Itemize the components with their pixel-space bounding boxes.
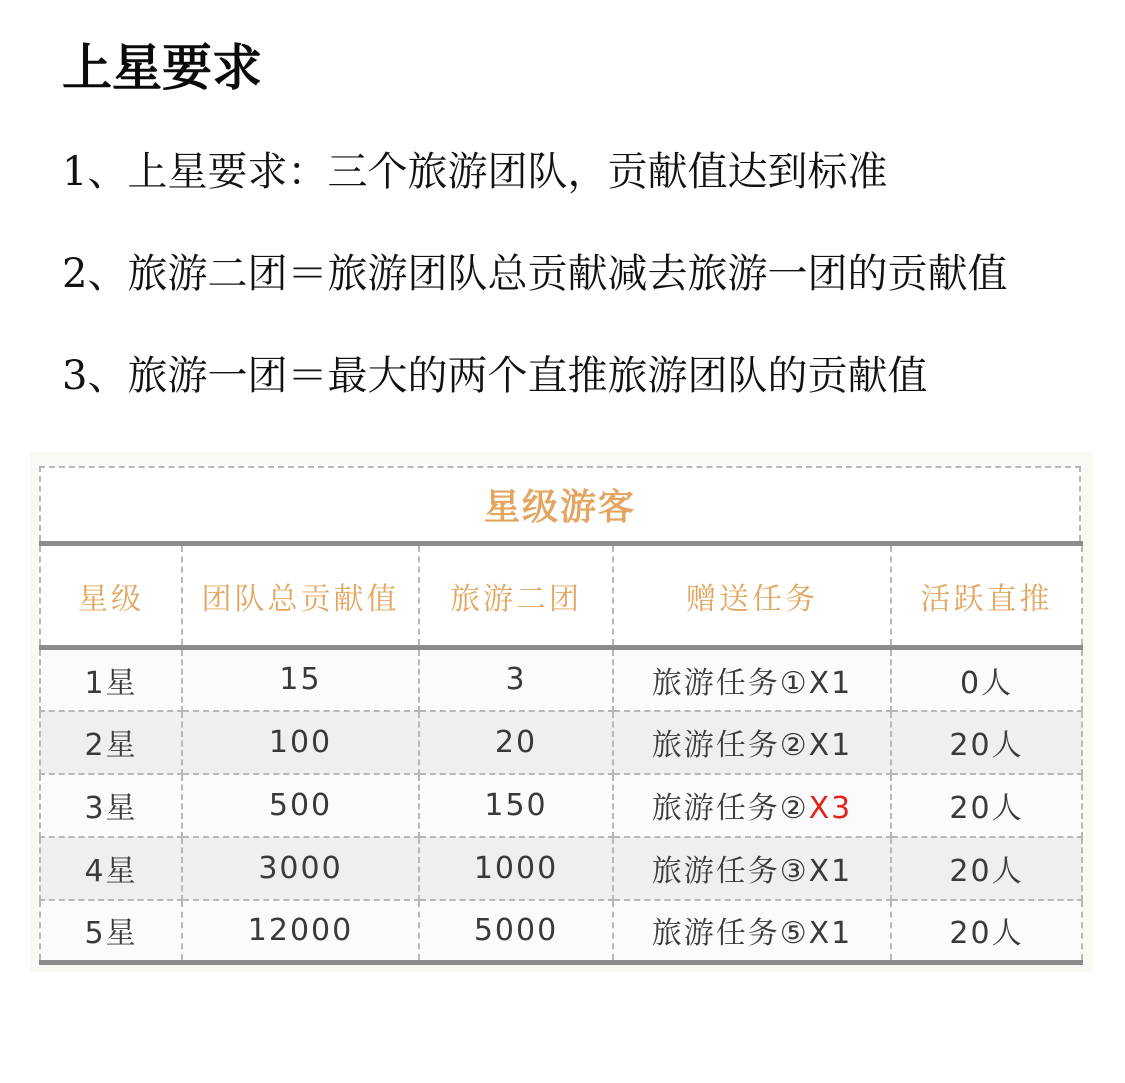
column-header-team2: 旅游二团 [419, 544, 613, 648]
star-level-table [30, 452, 1093, 972]
table-row [40, 648, 1082, 711]
cell-total: 12000 [182, 900, 419, 963]
column-header-task: 赠送任务 [613, 544, 891, 648]
cell-active: 20人 [891, 837, 1082, 900]
cell-team2: 5000 [419, 900, 613, 963]
cell-team2: 150 [419, 774, 613, 837]
rule-text: 、上星要求：三个旅游团队，贡献值达到标准 [87, 149, 888, 195]
cell-total: 3000 [182, 837, 419, 900]
cell-task [613, 900, 891, 963]
cell-total: 100 [182, 711, 419, 774]
cell-total: 15 [182, 648, 419, 711]
table-row [40, 711, 1082, 774]
task-multiplier-highlight: X3 [808, 791, 853, 826]
rule-text: 、旅游一团＝最大的两个直推旅游团队的贡献值 [87, 353, 928, 399]
cell-task [613, 837, 891, 900]
task-name: 旅游任务② [651, 728, 809, 763]
cell-task [613, 711, 891, 774]
task-multiplier: X1 [808, 916, 853, 952]
task-name: 旅游任务② [651, 791, 809, 826]
cell-team2: 20 [419, 711, 613, 774]
cell-level: 4星 [40, 837, 182, 900]
cell-level: 2星 [40, 711, 182, 774]
table-row [40, 837, 1082, 900]
table-title: 星级游客 [483, 487, 636, 528]
cell-team2: 3 [419, 648, 613, 711]
column-header-active: 活跃直推 [891, 544, 1082, 648]
cell-level: 3星 [40, 774, 182, 837]
table-title-bar [39, 466, 1081, 541]
task-multiplier: X1 [808, 854, 853, 889]
rule-number: 3 [62, 353, 88, 399]
cell-task [613, 774, 891, 837]
cell-active: 20人 [891, 900, 1082, 963]
cell-total: 500 [182, 774, 419, 837]
rule-number: 1 [62, 149, 88, 195]
task-multiplier: X1 [808, 665, 853, 701]
cell-active: 0人 [891, 648, 1082, 711]
table-row [40, 774, 1082, 837]
star-grid [39, 541, 1083, 965]
column-header-level: 星级 [40, 544, 182, 648]
cell-active: 20人 [891, 774, 1082, 837]
rule-3 [62, 350, 927, 402]
rule-text: 、旅游二团＝旅游团队总贡献减去旅游一团的贡献值 [87, 251, 1008, 297]
table-row [40, 900, 1082, 963]
rule-1 [62, 146, 887, 198]
table-header-row [40, 544, 1082, 648]
task-multiplier: X1 [808, 728, 853, 763]
rule-2 [62, 248, 1007, 300]
task-name: 旅游任务① [651, 665, 809, 701]
task-name: 旅游任务⑤ [651, 916, 809, 952]
cell-active: 20人 [891, 711, 1082, 774]
page-title: 上星要求 [62, 39, 262, 97]
cell-level: 1星 [40, 648, 182, 711]
task-name: 旅游任务③ [651, 854, 809, 889]
column-header-total: 团队总贡献值 [182, 544, 419, 648]
cell-task [613, 648, 891, 711]
cell-level: 5星 [40, 900, 182, 963]
cell-team2: 1000 [419, 837, 613, 900]
rule-number: 2 [62, 251, 88, 297]
